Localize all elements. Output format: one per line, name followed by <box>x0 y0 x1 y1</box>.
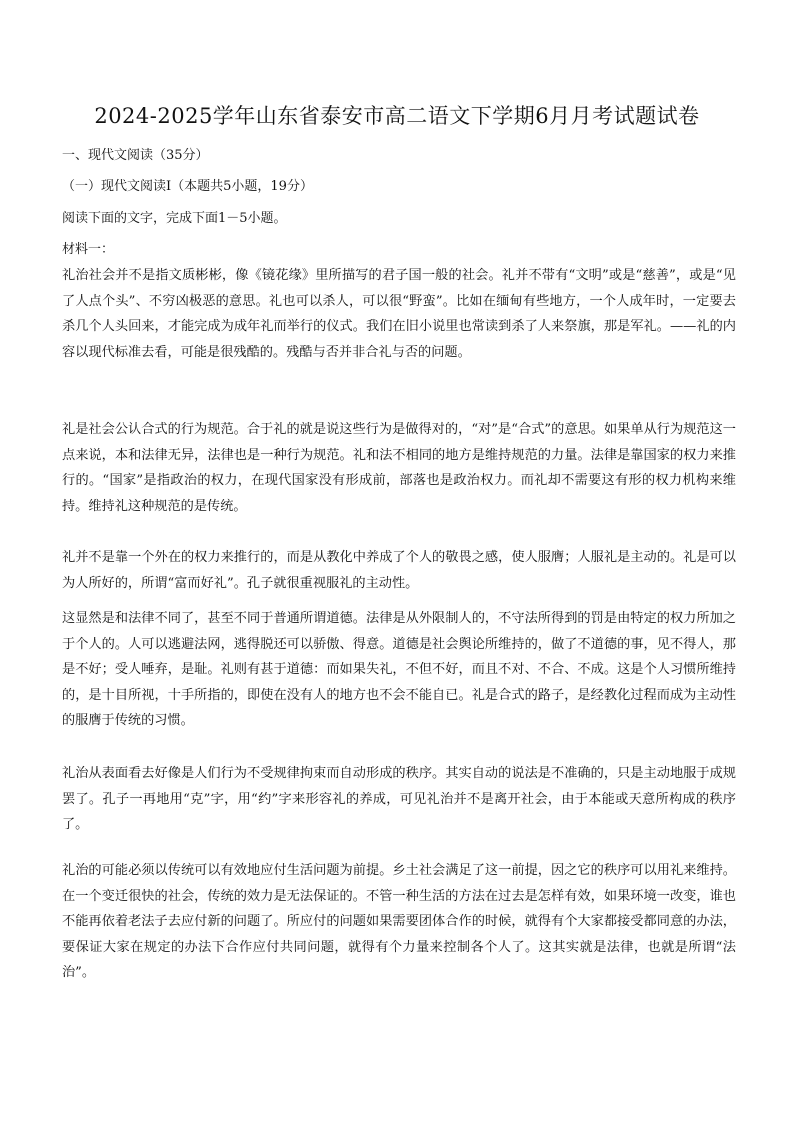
reading-instruction: 阅读下面的文字，完成下面1－5小题。 <box>62 211 287 226</box>
section-heading: 一、现代文阅读（35分） <box>62 148 209 163</box>
paragraph-1: 礼治社会并不是指文质彬彬，像《镜花缘》里所描写的君子国一般的社会。礼并不带有“文明”或是“慈善”，或是“见了人点个头”、不穷凶极恶的意思。礼也可以杀人，可以很“野蛮”。比如在缅甸有些地方，一个人成年时，一定要去杀几个人头回来，才能完成为成年礼而举行的仪式。我们在旧小说里也常读到杀了人来祭旗，那是军礼。——礼的内容以现代标准去看，可能是很残酷的。残酷与否并非合礼与否的问题。 <box>62 268 736 360</box>
paragraph-3: 礼并不是靠一个外在的权力来推行的，而是从教化中养成了个人的敬畏之感，使人服膺；人服礼是主动的。礼是可以为人所好的，所谓“富而好礼”。孔子就很重视服礼的主动性。 <box>62 550 736 591</box>
paragraph-6: 礼治的可能必须以传统可以有效地应付生活问题为前提。乡土社会满足了这一前提，因之它的秩序可以用礼来维持。在一个变迁很快的社会，传统的效力是无法保证的。不管一种生活的方法在过去是怎样有效，如果环境一改变，谁也不能再依着老法子去应付新的问题了。所应付的问题如果需要团体合作的时候，就得有个大家都接受都同意的办法，要保证大家在规定的办法下合作应付共同问题，就得有个力量来控制各个人了。这其实就是法律，也就是所谓“法治”。 <box>62 863 736 981</box>
paragraph-4: 这显然是和法律不同了，甚至不同于普通所谓道德。法律是从外限制人的，不守法所得到的罚是由特定的权力所加之于个人的。人可以逃避法网，逃得脱还可以骄傲、得意。道德是社会舆论所维持的，做了不道德的事，见不得人，那是不好；受人唾弃，是耻。礼则有甚于道德：而如果失礼，不但不好，而且不对、不合、不成。这是个人习惯所维持的，是十目所视，十手所指的，即使在没有人的地方也不会不能自已。礼是合式的路子，是经教化过程而成为主动性的服膺于传统的习惯。 <box>62 611 736 729</box>
paragraph-5: 礼治从表面看去好像是人们行为不受规律拘束而自动形成的秩序。其实自动的说法是不准确的，只是主动地服于成规罢了。孔子一再地用“克”字，用“约”字来形容礼的养成，可见礼治并不是离开社会，由于本能或天意所构成的秩序了。 <box>62 766 736 833</box>
document-title: 2024-2025学年山东省泰安市高二语文下学期6月月考试题试卷 <box>94 104 700 128</box>
subsection-heading: （一）现代文阅读Ⅰ（本题共5小题，19分） <box>62 179 313 194</box>
material-label: 材料一： <box>62 242 115 257</box>
paragraph-2: 礼是社会公认合式的行为规范。合于礼的就是说这些行为是做得对的，“对”是“合式”的意思。如果单从行为规范这一点来说，本和法律无异，法律也是一种行为规范。礼和法不相同的地方是维持规范的力量。法律是靠国家的权力来推行的。“国家”是指政治的权力，在现代国家没有形成前，部落也是政治权力。而礼却不需要这有形的权力机构来维持。维持礼这种规范的是传统。 <box>62 422 736 514</box>
